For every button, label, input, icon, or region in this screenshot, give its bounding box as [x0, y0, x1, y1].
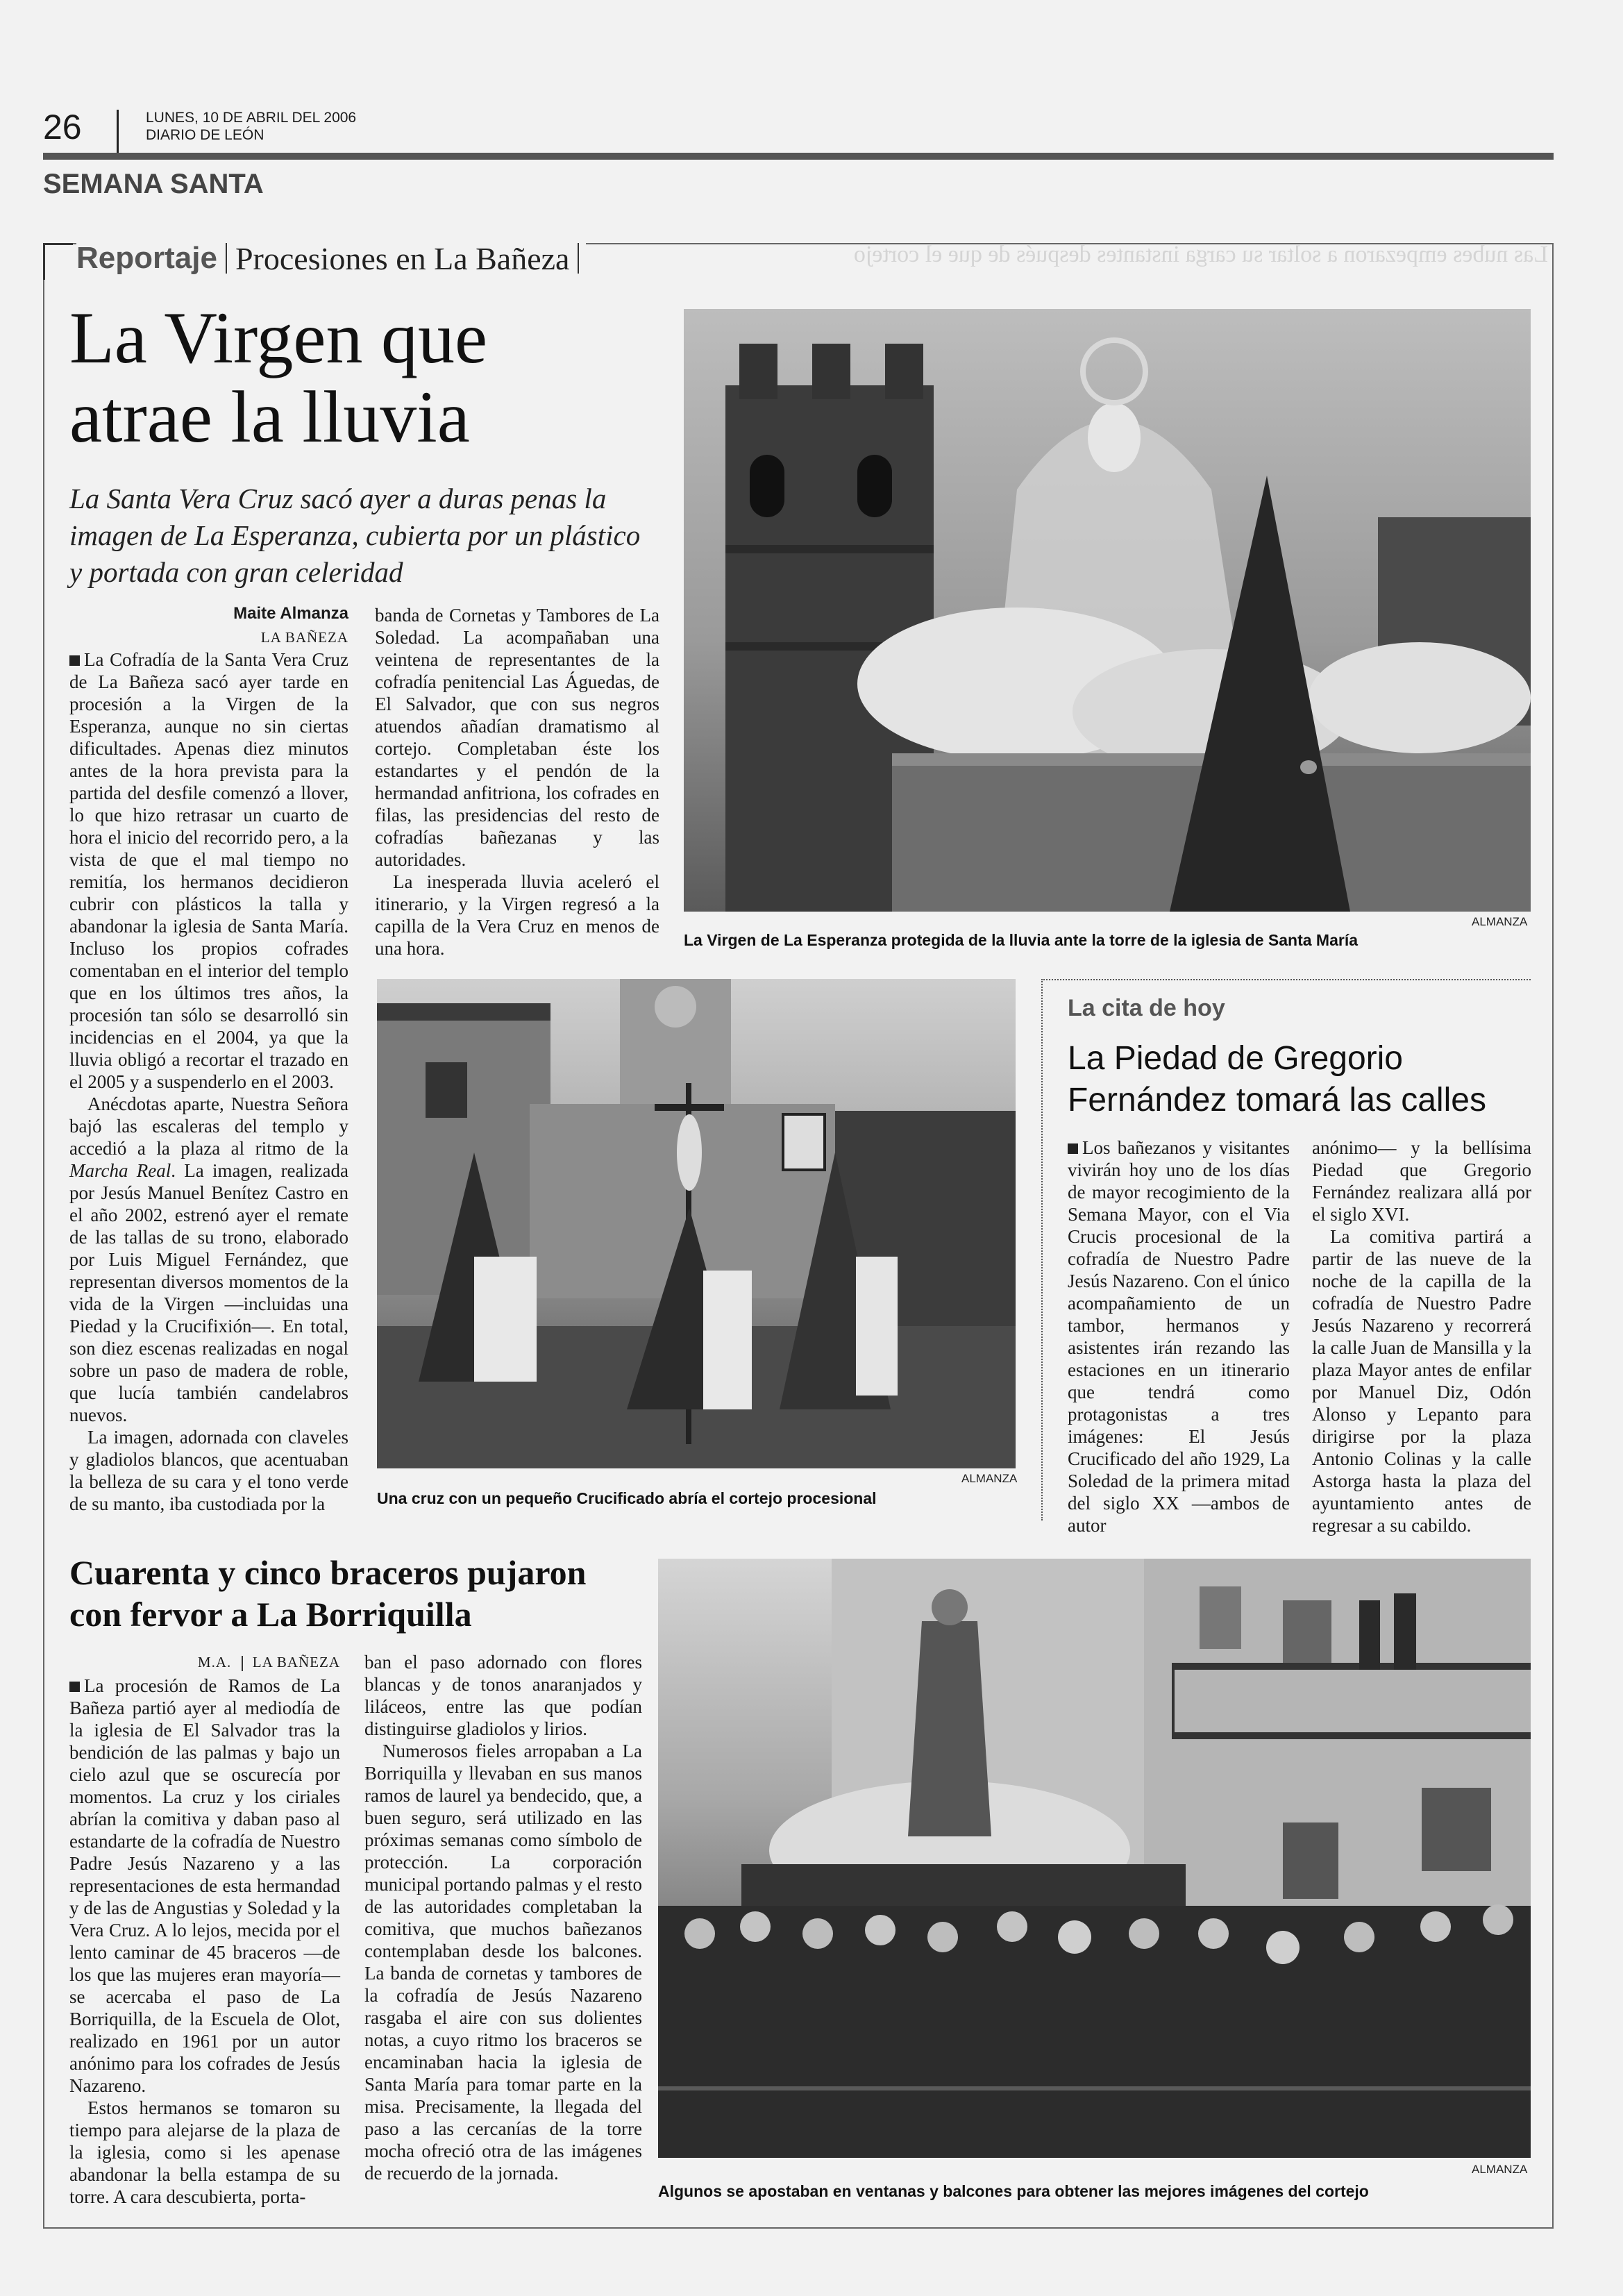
byline-separator — [242, 1656, 243, 1671]
header-rule — [43, 153, 1554, 160]
main-col1 — [69, 648, 348, 1515]
second-place: LA BAÑEZA — [252, 1654, 340, 1670]
main-col1-p3: La imagen, adornada con claveles y gladiolos blancos, que acentuaban la belleza de su cara y el tono verde de su manto, iba custodiada por la — [69, 1427, 348, 1514]
second-col1-p2: Estos hermanos se tomaron su tiempo para alejarse de la plaza de la iglesia, como si les apenase abandonar la bella estampa de su torre. A cara descubierta, porta- — [69, 2097, 340, 2207]
second-headline-line2: con fervor a La Borriquilla — [69, 1595, 472, 1634]
bullet-mark — [1068, 1143, 1078, 1154]
second-col2-p1: ban el paso adornado con flores blancas y de tonos anaranjados y liláceos, entre las que podían distinguirse gladiolos y lirios. — [364, 1652, 642, 1739]
bullet-mark — [69, 655, 80, 666]
second-col1 — [69, 1675, 340, 2208]
main-place: LA BAÑEZA — [260, 629, 348, 646]
kicker-topic: Procesiones en La Bañeza — [235, 240, 570, 276]
kicker-label: Reportaje — [76, 241, 217, 275]
photo-crucifix-procession-art — [377, 979, 1016, 1468]
sidebar-kicker: La cita de hoy — [1068, 995, 1225, 1021]
kicker-separator — [226, 243, 227, 274]
photo1-caption: La Virgen de La Esperanza protegida de la lluvia ante la torre de la iglesia de Santa María — [684, 931, 1359, 949]
kicker-separator-end — [578, 243, 579, 274]
kicker — [76, 236, 586, 280]
photo-borriquilla-procession-art — [658, 1559, 1531, 2158]
photo2-credit: ALMANZA — [961, 1472, 1018, 1485]
photo2-caption: Una cruz con un pequeño Crucificado abría el cortejo procesional — [377, 1489, 877, 1507]
sidebar-col1 — [1068, 1137, 1290, 1536]
main-col2-p1: banda de Cornetas y Tambores de La Soledad. La acompañaban una veintena de representantes de la cofradía penitencial Las Águedas, de El Salvador, que con sus negros atuendos añadían dramatismo al cortejo. Completaban éste los estandartes y el pendón de la hermandad anfitriona, los cofrades en filas, las presidencias del resto de cofradías bañezanas y las autoridades. — [375, 605, 659, 870]
main-col2 — [375, 604, 659, 960]
main-author: Maite Almanza — [233, 604, 348, 623]
photo-borriquilla-procession — [658, 1559, 1531, 2158]
sidebar-col2-p1: anónimo— y la bellísima Piedad que Gregorio Fernández realizara allá por el siglo XVI. — [1312, 1137, 1531, 1225]
main-headline — [69, 299, 487, 457]
section-title: SEMANA SANTA — [43, 169, 264, 199]
header-divider — [117, 110, 119, 153]
bleed-text: Las nubes empezaron a soltar su carga instantes después de que el cortejo — [853, 242, 1548, 267]
photo1-credit: ALMANZA — [1472, 915, 1528, 928]
sidebar-headline: La Piedad de Gregorio Fernández tomará las calles — [1068, 1040, 1486, 1118]
photo3-credit: ALMANZA — [1472, 2163, 1528, 2176]
second-col2 — [364, 1651, 642, 2184]
second-col1-p1: La procesión de Ramos de La Bañeza partió ayer al mediodía de la iglesia de El Salvador tras la bendición de las palmas y bajo un cielo azul que se oscurecía por momentos. La cruz y los ciriales abrían la comitiva y daban paso al estandarte de la cofradía de Nuestro Padre Jesús Nazareno y a las representaciones de esta hermandad y de las de Angustias y Soledad y la Vera Cruz. A lo lejos, mecida por el lento caminar de 45 braceros —de los que las mujeres eran mayoría— se acercaba el paso de La Borriquilla, de la Escuela de Olot, realizado en 1961 por un autor anónimo para los cofrades de Jesús Nazareno. — [69, 1675, 340, 2096]
second-byline — [69, 1654, 340, 1671]
main-col2-p2: La inesperada lluvia aceleró el itinerario, y la Virgen regresó a la capilla de la Vera Cruz en menos de una hora. — [375, 871, 659, 959]
second-col2-p2: Numerosos fieles arropaban a La Borriquilla y llevaban en sus manos ramos de laurel ya bendecido, que, a buen seguro, será utilizado en las próximas semanas como símbolo de protección. La corporación municipal portando palmas y el resto de las autoridades completaban la comitiva, que muchos bañezanos contemplaban desde los balcones. La banda de cornetas y tambores de la cofradía de Jesús Nazareno rasgaba el aire con sus dolientes notas, a cuyo ritmo los braceros se encaminaban hacia la iglesia de Santa María para tomar parte en la misa. Precisamente, la llegada del paso a las cercanías de la torre mocha ofreció otra de las imágenes de recuerdo de la jornada. — [364, 1741, 642, 2184]
kicker-bracket-left — [43, 243, 73, 280]
sidebar-col2-p2: La comitiva partirá a partir de las nueve de la noche de la capilla de la cofradía de Nuestro Padre Jesús Nazareno y recorrerá la calle Juan de Mansilla y la plaza Mayor antes de enfilar por Manuel Diz, Odón Alonso y Lepanto para dirigirse por la plaza Antonio Colinas y la calle Astorga hasta la plaza del ayuntamiento antes de regresar a su cabildo. — [1312, 1226, 1531, 1536]
header-newspaper: DIARIO DE LEÓN — [146, 127, 264, 143]
second-headline — [69, 1552, 680, 1635]
second-headline-line1: Cuarenta y cinco braceros pujaron — [69, 1553, 587, 1592]
photo-virgin-esperanza — [684, 309, 1531, 912]
photo-crucifix-procession — [377, 979, 1016, 1468]
photo3-caption: Algunos se apostaban en ventanas y balcones para obtener las mejores imágenes del cortejo — [658, 2182, 1369, 2200]
main-headline-line2: atrae la lluvia — [69, 376, 470, 458]
sidebar-col1-text: Los bañezanos y visitantes vivirán hoy uno de los días de mayor recogimiento de la Semana Mayor, con el Via Crucis procesional de la cofradía de Nuestro Padre Jesús Nazareno. Con el único acompañamiento de un tambor, hermanos y asistentes irán rezando las estaciones en un itinerario que tendrá como protagonistas a tres imágenes: El Jesús Crucificado del año 1929, La Soledad de la primera mitad del siglo XX —ambos de autor — [1068, 1137, 1290, 1536]
page-number: 26 — [43, 108, 82, 146]
main-headline-line1: La Virgen que — [69, 297, 487, 378]
second-author: M.A. — [197, 1654, 232, 1670]
sidebar-col2 — [1312, 1137, 1531, 1536]
main-subhead: La Santa Vera Cruz sacó ayer a duras penas la imagen de La Esperanza, cubierta por un plástico y portada con gran celeridad — [69, 483, 641, 588]
photo-virgin-esperanza-art — [684, 309, 1531, 912]
main-col1-p2: Anécdotas aparte, Nuestra Señora bajó las escaleras del templo y accedió a la plaza al ritmo de la Marcha Real. La imagen, realizada por Jesús Manuel Benítez Castro en el año 2002, estrenó ayer el remate de las tallas de su trono, elaborado por Luis Miguel Fernández, que representan diversos momentos de la vida de la Virgen —incluidas una Piedad y la Crucifixión—. En total, son diez escenas realizadas en nogal sobre un paso de madera de roble, que lucía también candelabros nuevos. — [69, 1093, 348, 1425]
bullet-mark — [69, 1682, 80, 1692]
main-col1-p1: La Cofradía de la Santa Vera Cruz de La Bañeza sacó ayer tarde en procesión a la Virgen de la Esperanza, aunque no sin ciertas dificultades. Apenas diez minutos antes de la hora prevista para la partida del desfile comenzó a llover, lo que hizo retrasar un cuarto de hora el inicio del recorrido pero, a la vista de que el mal tiempo no remitía, los hermanos decidieron cubrir con plásticos la talla y abandonar la iglesia de Santa María. Incluso los propios cofrades comentaban en el interior del templo que en los últimos tres años, la procesión tan sólo se desarrolló sin incidencias en el 2004, ya que la lluvia obligó a recortar el trazado en el 2005 y a suspenderlo en el 2003. — [69, 649, 348, 1092]
header-date: LUNES, 10 DE ABRIL DEL 2006 — [146, 110, 357, 126]
